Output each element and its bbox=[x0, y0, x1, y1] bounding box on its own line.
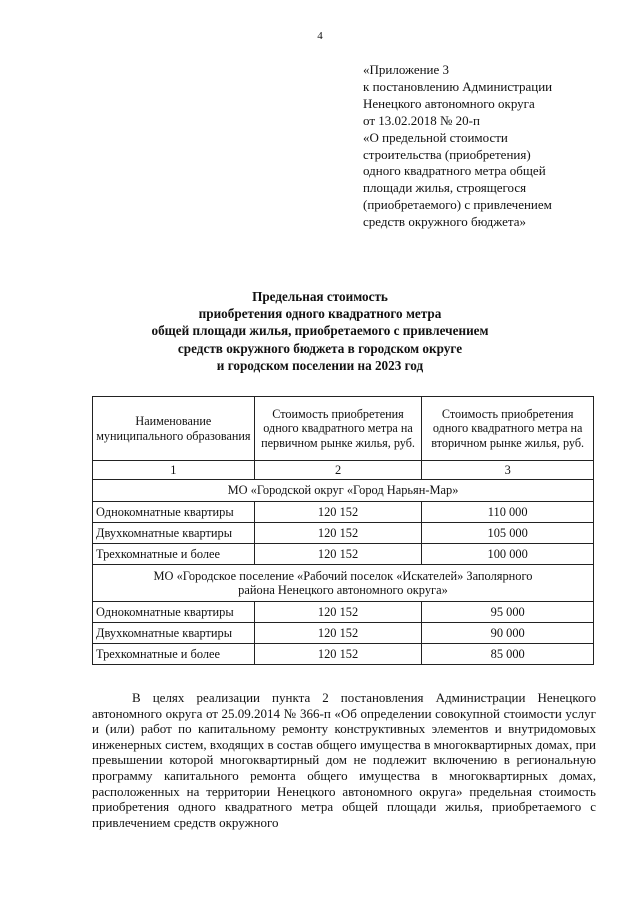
appendix-line: «О предельной стоимости bbox=[363, 129, 508, 145]
table-row bbox=[93, 602, 594, 623]
appendix-line: (приобретаемого) с привлечением bbox=[363, 197, 552, 213]
column-number: 1 bbox=[93, 461, 255, 480]
appendix-line: от 13.02.2018 № 20-п bbox=[363, 112, 480, 128]
price-table bbox=[92, 396, 594, 665]
title-line: общей площади жилья, приобретаемого с привлечением bbox=[151, 323, 489, 339]
page-number: 4 bbox=[317, 30, 323, 42]
secondary-price: 95 000 bbox=[422, 602, 594, 623]
apartment-type: Однокомнатные квартиры bbox=[93, 502, 255, 523]
title-line: Предельная стоимость bbox=[252, 289, 388, 304]
document-title bbox=[0, 288, 640, 374]
primary-price: 120 152 bbox=[254, 523, 422, 544]
primary-price: 120 152 bbox=[254, 644, 422, 665]
secondary-price: 90 000 bbox=[422, 623, 594, 644]
appendix-line: одного квадратного метра общей bbox=[363, 163, 546, 179]
section-header-row bbox=[93, 480, 594, 502]
table-header-row bbox=[93, 397, 594, 461]
secondary-price: 100 000 bbox=[422, 544, 594, 565]
appendix-header bbox=[363, 62, 623, 231]
primary-price: 120 152 bbox=[254, 502, 422, 523]
header-secondary-market: Стоимость приобретения одного квадратного метра на вторичном рынке жилья, руб. bbox=[422, 397, 594, 461]
appendix-line: Ненецкого автономного округа bbox=[363, 95, 535, 111]
apartment-type: Двухкомнатные квартиры bbox=[93, 523, 255, 544]
title-line: средств окружного бюджета в городском округе bbox=[177, 340, 463, 356]
section-title-iskateley: МО «Городское поселение «Рабочий поселок «Искателей» Заполярного района Ненецкого автономного округа» bbox=[93, 565, 594, 602]
apartment-type: Однокомнатные квартиры bbox=[93, 602, 255, 623]
appendix-line: площади жилья, строящегося bbox=[363, 180, 527, 196]
section-header-row bbox=[93, 565, 594, 602]
secondary-price: 110 000 bbox=[422, 502, 594, 523]
primary-price: 120 152 bbox=[254, 623, 422, 644]
apartment-type: Двухкомнатные квартиры bbox=[93, 623, 255, 644]
appendix-line: «Приложение 3 bbox=[363, 62, 450, 77]
header-primary-market: Стоимость приобретения одного квадратного метра на первичном рынке жилья, руб. bbox=[254, 397, 422, 461]
column-number-row bbox=[93, 461, 594, 480]
appendix-line: строительства (приобретения) bbox=[363, 146, 531, 162]
table-row bbox=[93, 544, 594, 565]
header-municipality: Наименование муниципального образования bbox=[93, 397, 255, 461]
secondary-price: 85 000 bbox=[422, 644, 594, 665]
appendix-line: к постановлению Администрации bbox=[363, 78, 553, 94]
column-number: 3 bbox=[422, 461, 594, 480]
body-paragraph: В целях реализации пункта 2 постановления Администрации Ненецкого автономного округа от 25.09.2014 № 366-п «Об определении совокупной стоимости услуг и (или) работ по капитальному ремонту конструктивных элементов и внутридомовых инженерных систем, входящих в состав общего имущества в многоквартирных домах, при превышении которой многоквартирный дом не подлежит включению в региональную программу капитального ремонта общего имущества в многоквартирных домах, расположенных на территории Ненецкого автономного округа» предельная стоимость приобретения одного квадратного метра общей площади жилья, приобретаемого с привлечением средств окружного bbox=[92, 690, 596, 830]
column-number: 2 bbox=[254, 461, 422, 480]
title-line: приобретения одного квадратного метра bbox=[198, 306, 442, 322]
table-row bbox=[93, 623, 594, 644]
table-row bbox=[93, 523, 594, 544]
primary-price: 120 152 bbox=[254, 602, 422, 623]
table-row bbox=[93, 644, 594, 665]
apartment-type: Трехкомнатные и более bbox=[93, 544, 255, 565]
table-row bbox=[93, 502, 594, 523]
primary-price: 120 152 bbox=[254, 544, 422, 565]
appendix-line: средств окружного бюджета» bbox=[363, 214, 526, 230]
secondary-price: 105 000 bbox=[422, 523, 594, 544]
section-title-naryan-mar: МО «Городской округ «Город Нарьян-Мар» bbox=[93, 480, 594, 502]
apartment-type: Трехкомнатные и более bbox=[93, 644, 255, 665]
title-line: и городском поселении на 2023 год bbox=[216, 357, 424, 373]
